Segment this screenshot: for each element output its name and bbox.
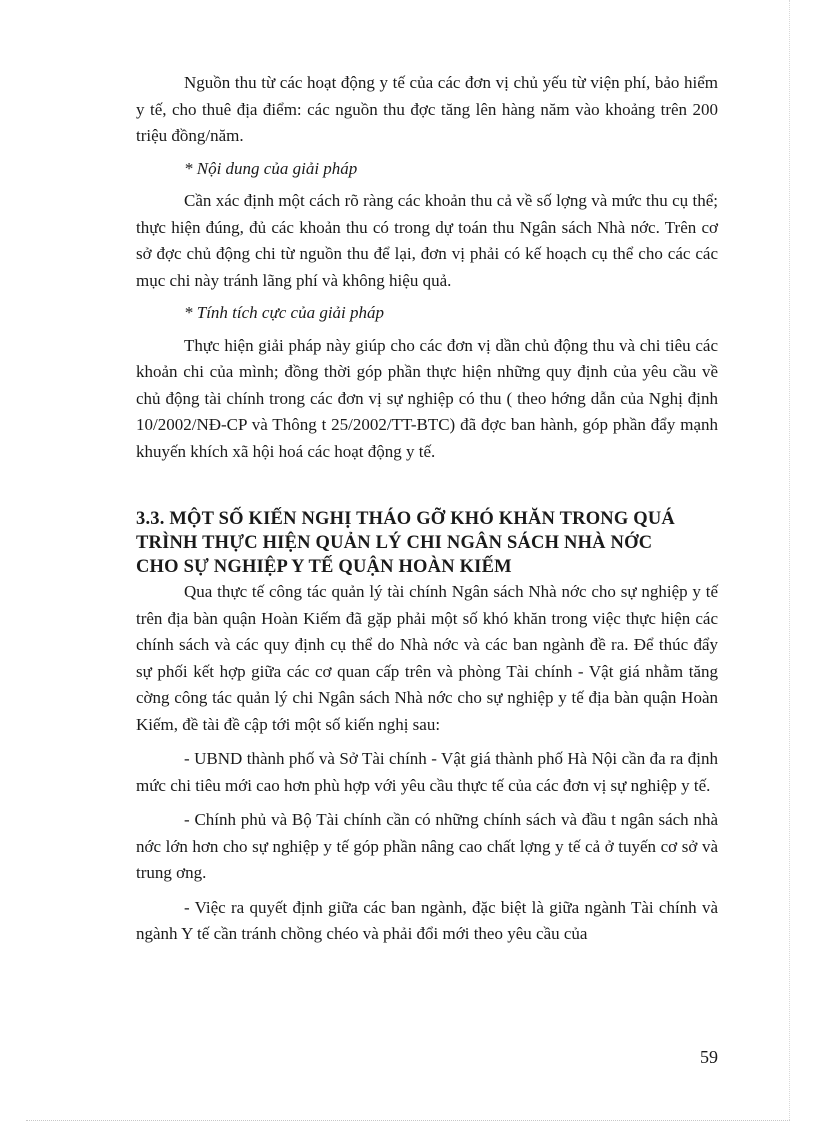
page-edge-rule [789, 0, 790, 1120]
page-body [136, 70, 718, 948]
recommendation-item: - UBND thành phố và Sở Tài chính - Vật giá thành phố Hà Nội cần đa ra định mức chi tiêu mới cao hơn phù hợp với yêu cầu thực tế của các đơn vị sự nghiệp y tế. [136, 749, 718, 795]
section-heading [136, 507, 718, 579]
section-heading-line: CHO SỰ NGHIỆP Y TẾ QUẬN HOÀN KIẾM [136, 557, 512, 577]
page-number: 59 [700, 1047, 718, 1067]
recommendation-item: - Chính phủ và Bộ Tài chính cần có những chính sách và đầu t ngân sách nhà nớc lớn hơn cho sự nghiệp y tế góp phần nâng cao chất lợng y tế cả ở tuyến cơ sở và trung ơng. [136, 810, 718, 882]
subheading-solution-content: * Nội dung của giải pháp [184, 158, 358, 178]
paragraph-solution-content: Cần xác định một cách rõ ràng các khoản thu cả về số lợng và mức thu cụ thể; thực hiện đúng, đủ các khoản thu có trong dự toán thu Ngân sách Nhà nớc. Trên cơ sở đợc chủ động chi từ nguồn thu để lại, đơn vị phải có kế hoạch cụ thể cho các các mục chi này tránh lãng phí và không hiệu quả. [136, 191, 718, 290]
recommendation-item: - Việc ra quyết định giữa các ban ngành, đặc biệt là giữa ngành Tài chính và ngành Y tế cần tránh chồng chéo và phải đổi mới theo yêu cầu của [136, 897, 718, 943]
section-heading-line: 3.3. MỘT SỐ KIẾN NGHỊ THÁO GỠ KHÓ KHĂN TRONG QUÁ [136, 509, 675, 529]
page-footer-rule [26, 1120, 790, 1121]
paragraph-solution-positive: Thực hiện giải pháp này giúp cho các đơn vị dần chủ động thu và chi tiêu các khoản chi của mình; đồng thời góp phần thực hiện những quy định của yêu cầu về chủ động tài chính trong các đơn vị sự nghiệp có thu ( theo hớng dẫn của Nghị định 10/2002/NĐ-CP và Thông t 25/2002/TT-BTC) đã đợc ban hành, góp phần đẩy mạnh khuyến khích xã hội hoá các hoạt động y tế. [136, 335, 718, 461]
paragraph-intro: Qua thực tế công tác quản lý tài chính Ngân sách Nhà nớc cho sự nghiệp y tế trên địa bàn quận Hoàn Kiếm đã gặp phải một số khó khăn trong việc thực hiện các chính sách và các quy định cụ thể do Nhà nớc và các ban ngành đề ra. Để thúc đẩy sự phối kết hợp giữa các cơ quan cấp trên và phòng Tài chính - Vật giá nhằm tăng cờng công tác quản lý chi Ngân sách Nhà nớc cho sự nghiệp y tế địa bàn quận Hoàn Kiếm, đề tài đề cập tới một số kiến nghị sau: [136, 582, 718, 734]
subheading-solution-positive: * Tính tích cực của giải pháp [184, 303, 385, 322]
section-heading-line: TRÌNH THỰC HIỆN QUẢN LÝ CHI NGÂN SÁCH NHÀ NỚC [136, 533, 653, 553]
paragraph-revenue-sources: Nguồn thu từ các hoạt động y tế của các đơn vị chủ yếu từ viện phí, bảo hiểm y tế, cho thuê địa điểm: các nguồn thu đợc tăng lên hàng năm vào khoảng trên 200 triệu đồng/năm. [136, 73, 718, 145]
